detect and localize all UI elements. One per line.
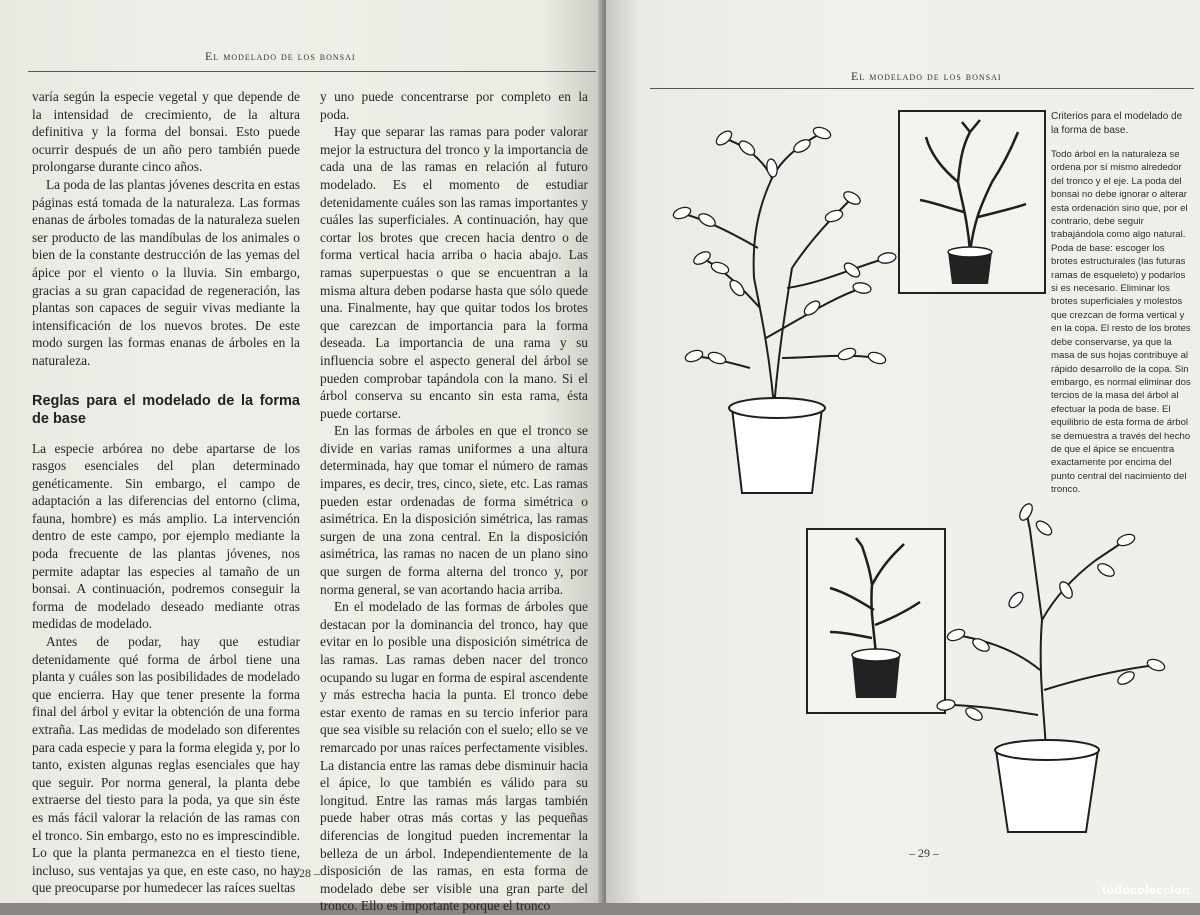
pruned-tree-frame-bottom (806, 528, 946, 714)
leafy-tree-illustration-top (662, 108, 912, 498)
header-rule (28, 71, 596, 72)
pruned-tree-illustration-top (900, 112, 1044, 292)
watermark: todocoleccion (1102, 883, 1190, 897)
paragraph: varía según la especie vegetal y que depende de la intensidad de crecimiento, de la altura definitiva y la forma del bonsai. Esto puede ocurrir después de un año pero también puede prolongarse durante cinco años. (32, 89, 300, 175)
paragraph: En las formas de árboles en que el tronco se divide en varias ramas uniformes a una altura determinada, hay que tomar el número de ramas impares, es decir, tres, cinco, siete, etc. Las ramas pueden estar ordenadas de forma simétrica o asimétrica. En la disposición simétrica, las ramas surgen de una zona central. En la disposición asimétrica, las ramas no nacen de un plano sino que surgen de forma alterna del tronco y, por norma general, se van acortando hacia arriba. (320, 423, 588, 597)
figure-caption (1051, 110, 1191, 497)
paragraph: y uno puede concentrarse por completo en la poda. (320, 89, 588, 122)
running-head-right: El modelado de los bonsai (851, 69, 1002, 83)
pruned-tree-illustration-bottom (808, 530, 944, 712)
section-heading: Reglas para el modelado de la forma de base (32, 392, 300, 427)
running-head-left: El modelado de los bonsai (205, 49, 356, 63)
leafy-tree-illustration-bottom (926, 500, 1196, 840)
caption-title: Criterios para el modelado de la forma de base. (1051, 111, 1183, 136)
header-rule (650, 88, 1194, 89)
page-number-left: – 28 – (290, 866, 320, 880)
page-number-right: – 29 – (909, 846, 939, 860)
paragraph: Hay que separar las ramas para poder valorar mejor la estructura del tronco y la importancia de cada una de las ramas en relación al futuro modelado. Es el momento de estudiar detenidamente cuáles son las ramas importantes y cuáles las superficiales. A continuación, hay que cortar los brotes que crecen hacia dentro o de forma vertical hacia arriba o hacia abajo. Las ramas superpuestas o que se encuentran a la misma altura deben podarse hasta que sólo quede una. Finalmente, hay que quitar todos los brotes que carezcan de importancia para la forma deseada. La importancia de una rama y su influencia sobre el aspecto general del árbol se pueden comprobar tapándola con la mano. Si el árbol conserva su encanto sin esta rama, ésta puede cortarse. (320, 124, 588, 421)
caption-body: Todo árbol en la naturaleza se ordena por sí mismo alrededor del tronco y el eje. La poda del bonsai no debe ignorar o alterar esta ordenación sino que, por el contrario, debe seguir trabajándola como algo natural. Poda de base: escoger los brotes estructurales (las futuras ramas de esqueleto) y podarlos si es necesario. Eliminar los brotes superficiales y molestos que crezcan de forma vertical y en la copa. El resto de los brotes debe conservarse, ya que la masa de sus hojas contribuye al rápido desarrollo de la copa. Sin embargo, es normal eliminar dos tercios de la masa del árbol al efectuar la poda de base. El equilibrio de esta forma de árbol se demuestra a través del hecho de que el ápice se encuentra exactamente por encima del punto central del nacimiento del tronco. (1051, 149, 1191, 496)
paragraph: La poda de las plantas jóvenes descrita en estas páginas está tomada de la naturaleza. Las formas enanas de árboles tomadas de la naturaleza suelen ser producto de las mandíbulas de los animales o bien de la constante destrucción de las yemas del ápice por el viento o la lluvia. Sin embargo, gracias a su gran capacidad de regeneración, las plantas son capaces de seguir vivas mediante la intensificación de los nuevos brotes. De este modo surgen las formas enanas de árboles en la naturaleza. (32, 176, 300, 368)
pruned-tree-frame-top (898, 110, 1046, 294)
paragraph: La especie arbórea no debe apartarse de los rasgos esenciales del plan determinado genéticamente. Sin embargo, el campo de adaptación a las diferencias del entorno (clima, fauna, hombre) es más amplio. La intervención dentro de este campo, por ejemplo mediante la poda frecuente de las plantas jóvenes, nos permite adaptar las especies al tamaño de un bonsai. A continuación, podremos conseguir la forma de modelado deseado mediante otras medidas de modelado. (32, 440, 300, 632)
paragraph: En el modelado de las formas de árboles que destacan por la dominancia del tronco, hay que evitar en lo posible una disposición simétrica de las ramas. Las ramas deben nacer del tronco ocupando su lugar en forma de espiral ascendente y más estrecha hacia la punta. El tronco debe estar exento de ramas en su tercio inferior para que sea visible su relación con el suelo; ello se ve remarcado por unas raíces perfectamente visibles. La distancia entre las ramas debe disminuir hacia el ápice, lo que también es válido para su longitud. Entre las ramas más largas también puede haber otras más cortas y las pequeñas diferencias de longitud pueden incrementar la belleza de un árbol. Independientemente de la disposición de las ramas, en esta forma de modelado debe ser visible una gran parte del tronco. Ello es importante porque el tronco (320, 599, 588, 914)
text-column-2 (320, 88, 588, 915)
paragraph: Antes de podar, hay que estudiar detenidamente qué forma de árbol tiene una planta y cuáles son las posibilidades de modelado que encierra. Hay que tener presente la forma final del árbol y evitar la obtención de una forma extraña. Las medidas de modelado son diferentes para cada especie y para la forma elegida y, por lo tanto, existen algunas reglas esenciales que hay que seguir. Por norma general, la planta debe extraerse del tiesto para la poda, ya que sin éste es más fácil valorar la relación de las ramas con el tronco. Sin embargo, esto no es imprescindible. Lo que la planta permanezca en el tiesto tiene, incluso, sus ventajas ya que, en este caso, no hay que preocuparse por humedecer las raíces sueltas (32, 634, 300, 896)
text-column-1 (32, 88, 300, 897)
